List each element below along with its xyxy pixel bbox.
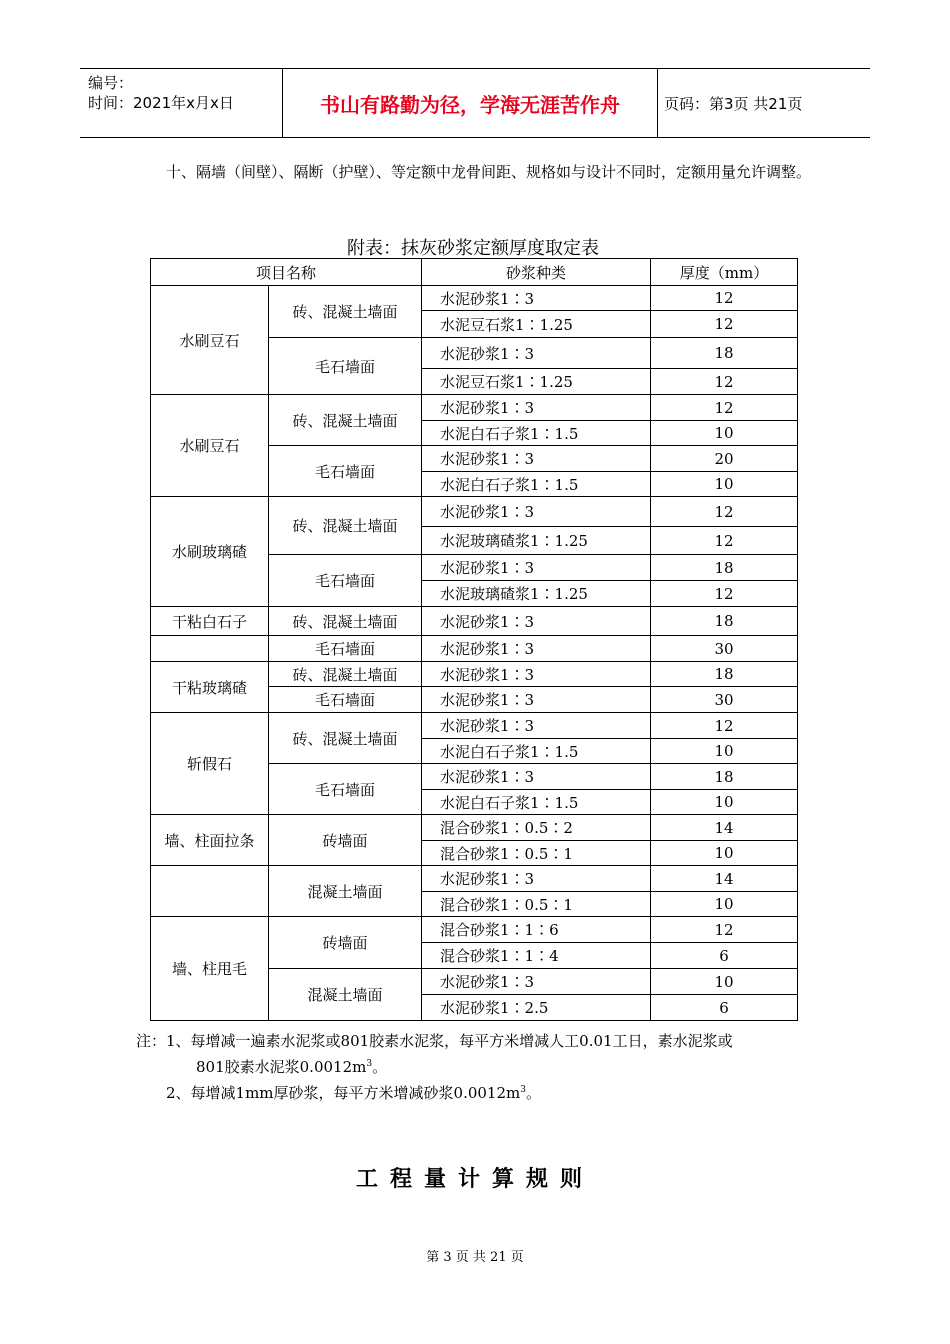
table-row [151,815,798,841]
note-1-end: 。 [372,1058,388,1076]
mortar-cell: 水泥白石子浆1∶1.5 [422,739,651,764]
intro-paragraph: 十、隔墙（间壁）、隔断（护壁）、等定额中龙骨间距、规格如与设计不同时，定额用量允许调整。 [166,163,812,181]
surface-cell: 砖墙面 [269,815,422,866]
thickness-cell: 12 [651,369,798,395]
mortar-cell: 水泥砂浆1∶3 [422,338,651,369]
thickness-cell: 12 [651,395,798,421]
thickness-cell: 10 [651,739,798,764]
surface-cell: 砖、混凝土墙面 [269,607,422,636]
mortar-cell: 水泥砂浆1∶3 [422,662,651,687]
note-1-line-1: 注：1、每增减一遍素水泥浆或801胶素水泥浆，每平方米增减人工0.01工日，素水泥浆或 [136,1032,733,1050]
group-cell: 干粘玻璃碴 [151,662,269,713]
thickness-cell: 20 [651,446,798,472]
superscript: 3 [520,1085,526,1095]
thickness-cell: 14 [651,866,798,892]
mortar-cell: 水泥白石子浆1∶1.5 [422,421,651,446]
table-row [151,607,798,636]
header-meta [88,73,280,113]
group-cell: 墙、柱甩毛 [151,917,269,1021]
table-header-row [151,259,798,286]
header-page-label: 页码：第3页 共21页 [664,94,803,113]
note-2-end: 。 [525,1084,541,1102]
thickness-cell: 10 [651,892,798,917]
mortar-cell: 混合砂浆1∶1∶4 [422,943,651,969]
mortar-cell: 水泥砂浆1∶3 [422,713,651,739]
thickness-cell: 12 [651,917,798,943]
mortar-cell: 水泥砂浆1∶3 [422,446,651,472]
surface-cell: 砖、混凝土墙面 [269,395,422,446]
thickness-cell: 30 [651,687,798,713]
header-motto: 书山有路勤为径，学海无涯苦作舟 [282,69,658,137]
group-cell [151,636,269,662]
surface-cell: 混凝土墙面 [269,866,422,917]
surface-cell: 毛石墙面 [269,687,422,713]
surface-cell: 毛石墙面 [269,764,422,815]
surface-cell: 混凝土墙面 [269,969,422,1021]
surface-cell: 毛石墙面 [269,338,422,395]
thickness-cell: 30 [651,636,798,662]
thickness-cell: 10 [651,969,798,995]
mortar-cell: 水泥砂浆1∶3 [422,607,651,636]
thickness-cell: 10 [651,790,798,815]
thickness-cell: 10 [651,472,798,497]
mortar-cell: 水泥砂浆1∶3 [422,497,651,527]
thickness-cell: 12 [651,497,798,527]
table-notes [136,1028,826,1106]
mortar-cell: 混合砂浆1∶1∶6 [422,917,651,943]
mortar-cell: 水泥砂浆1∶3 [422,969,651,995]
table-row [151,636,798,662]
header-item: 项目名称 [151,259,422,286]
header-mortar: 砂浆种类 [422,259,651,286]
table-row [151,662,798,687]
mortar-cell: 水泥砂浆1∶3 [422,764,651,790]
mortar-cell: 水泥砂浆1∶3 [422,555,651,581]
thickness-cell: 12 [651,527,798,555]
thickness-cell: 6 [651,995,798,1021]
mortar-cell: 水泥玻璃碴浆1∶1.25 [422,527,651,555]
thickness-cell: 18 [651,607,798,636]
time-label: 时间：2021年x月x日 [88,94,234,112]
mortar-cell: 混合砂浆1∶0.5∶2 [422,815,651,841]
section-title: 工程量计算规则 [355,1167,594,1192]
thickness-cell: 10 [651,421,798,446]
note-1 [136,1028,826,1054]
surface-cell: 毛石墙面 [269,446,422,497]
surface-cell: 砖、混凝土墙面 [269,662,422,687]
surface-cell: 砖、混凝土墙面 [269,286,422,338]
thickness-cell: 18 [651,338,798,369]
mortar-cell: 水泥白石子浆1∶1.5 [422,790,651,815]
page-header [80,68,870,138]
surface-cell: 砖、混凝土墙面 [269,713,422,764]
thickness-cell: 10 [651,841,798,866]
mortar-cell: 混合砂浆1∶0.5∶1 [422,892,651,917]
note-2-text: 2、每增减1mm厚砂浆，每平方米增减砂浆0.0012m [166,1084,521,1102]
group-cell: 斩假石 [151,713,269,815]
surface-cell: 砖墙面 [269,917,422,969]
surface-cell: 砖、混凝土墙面 [269,497,422,555]
group-cell: 水刷豆石 [151,286,269,395]
surface-cell: 毛石墙面 [269,555,422,607]
table-row [151,497,798,527]
mortar-cell: 混合砂浆1∶0.5∶1 [422,841,651,866]
group-cell: 水刷豆石 [151,395,269,497]
thickness-cell: 14 [651,815,798,841]
mortar-cell: 水泥砂浆1∶3 [422,636,651,662]
superscript: 3 [366,1059,373,1069]
page-footer: 第 3 页 共 21 页 [426,1250,524,1265]
group-cell: 干粘白石子 [151,607,269,636]
thickness-cell: 12 [651,286,798,311]
surface-cell: 毛石墙面 [269,636,422,662]
group-cell [151,866,269,917]
group-cell: 水刷玻璃碴 [151,497,269,607]
table-row [151,917,798,943]
mortar-cell: 水泥砂浆1∶3 [422,286,651,311]
thickness-cell: 18 [651,555,798,581]
mortar-cell: 水泥白石子浆1∶1.5 [422,472,651,497]
thickness-cell: 6 [651,943,798,969]
mortar-cell: 水泥豆石浆1∶1.25 [422,311,651,338]
thickness-cell: 12 [651,311,798,338]
header-thickness: 厚度（mm） [651,259,798,286]
mortar-cell: 水泥砂浆1∶3 [422,866,651,892]
table-row [151,286,798,311]
mortar-cell: 水泥砂浆1∶2.5 [422,995,651,1021]
mortar-cell: 水泥砂浆1∶3 [422,395,651,421]
table-row [151,866,798,892]
table-caption: 附表：抹灰砂浆定额厚度取定表 [347,238,599,259]
table-row [151,713,798,739]
thickness-cell: 12 [651,713,798,739]
table-row [151,395,798,421]
number-label: 编号： [88,74,134,92]
mortar-cell: 水泥玻璃碴浆1∶1.25 [422,581,651,607]
note-1-line-2: 801胶素水泥浆0.0012m [196,1058,367,1076]
mortar-cell: 水泥砂浆1∶3 [422,687,651,713]
thickness-cell: 12 [651,581,798,607]
mortar-cell: 水泥豆石浆1∶1.25 [422,369,651,395]
mortar-thickness-table [150,258,798,1021]
group-cell: 墙、柱面拉条 [151,815,269,866]
thickness-cell: 18 [651,662,798,687]
thickness-cell: 18 [651,764,798,790]
note-2 [136,1080,826,1106]
note-1-continued [136,1054,826,1080]
